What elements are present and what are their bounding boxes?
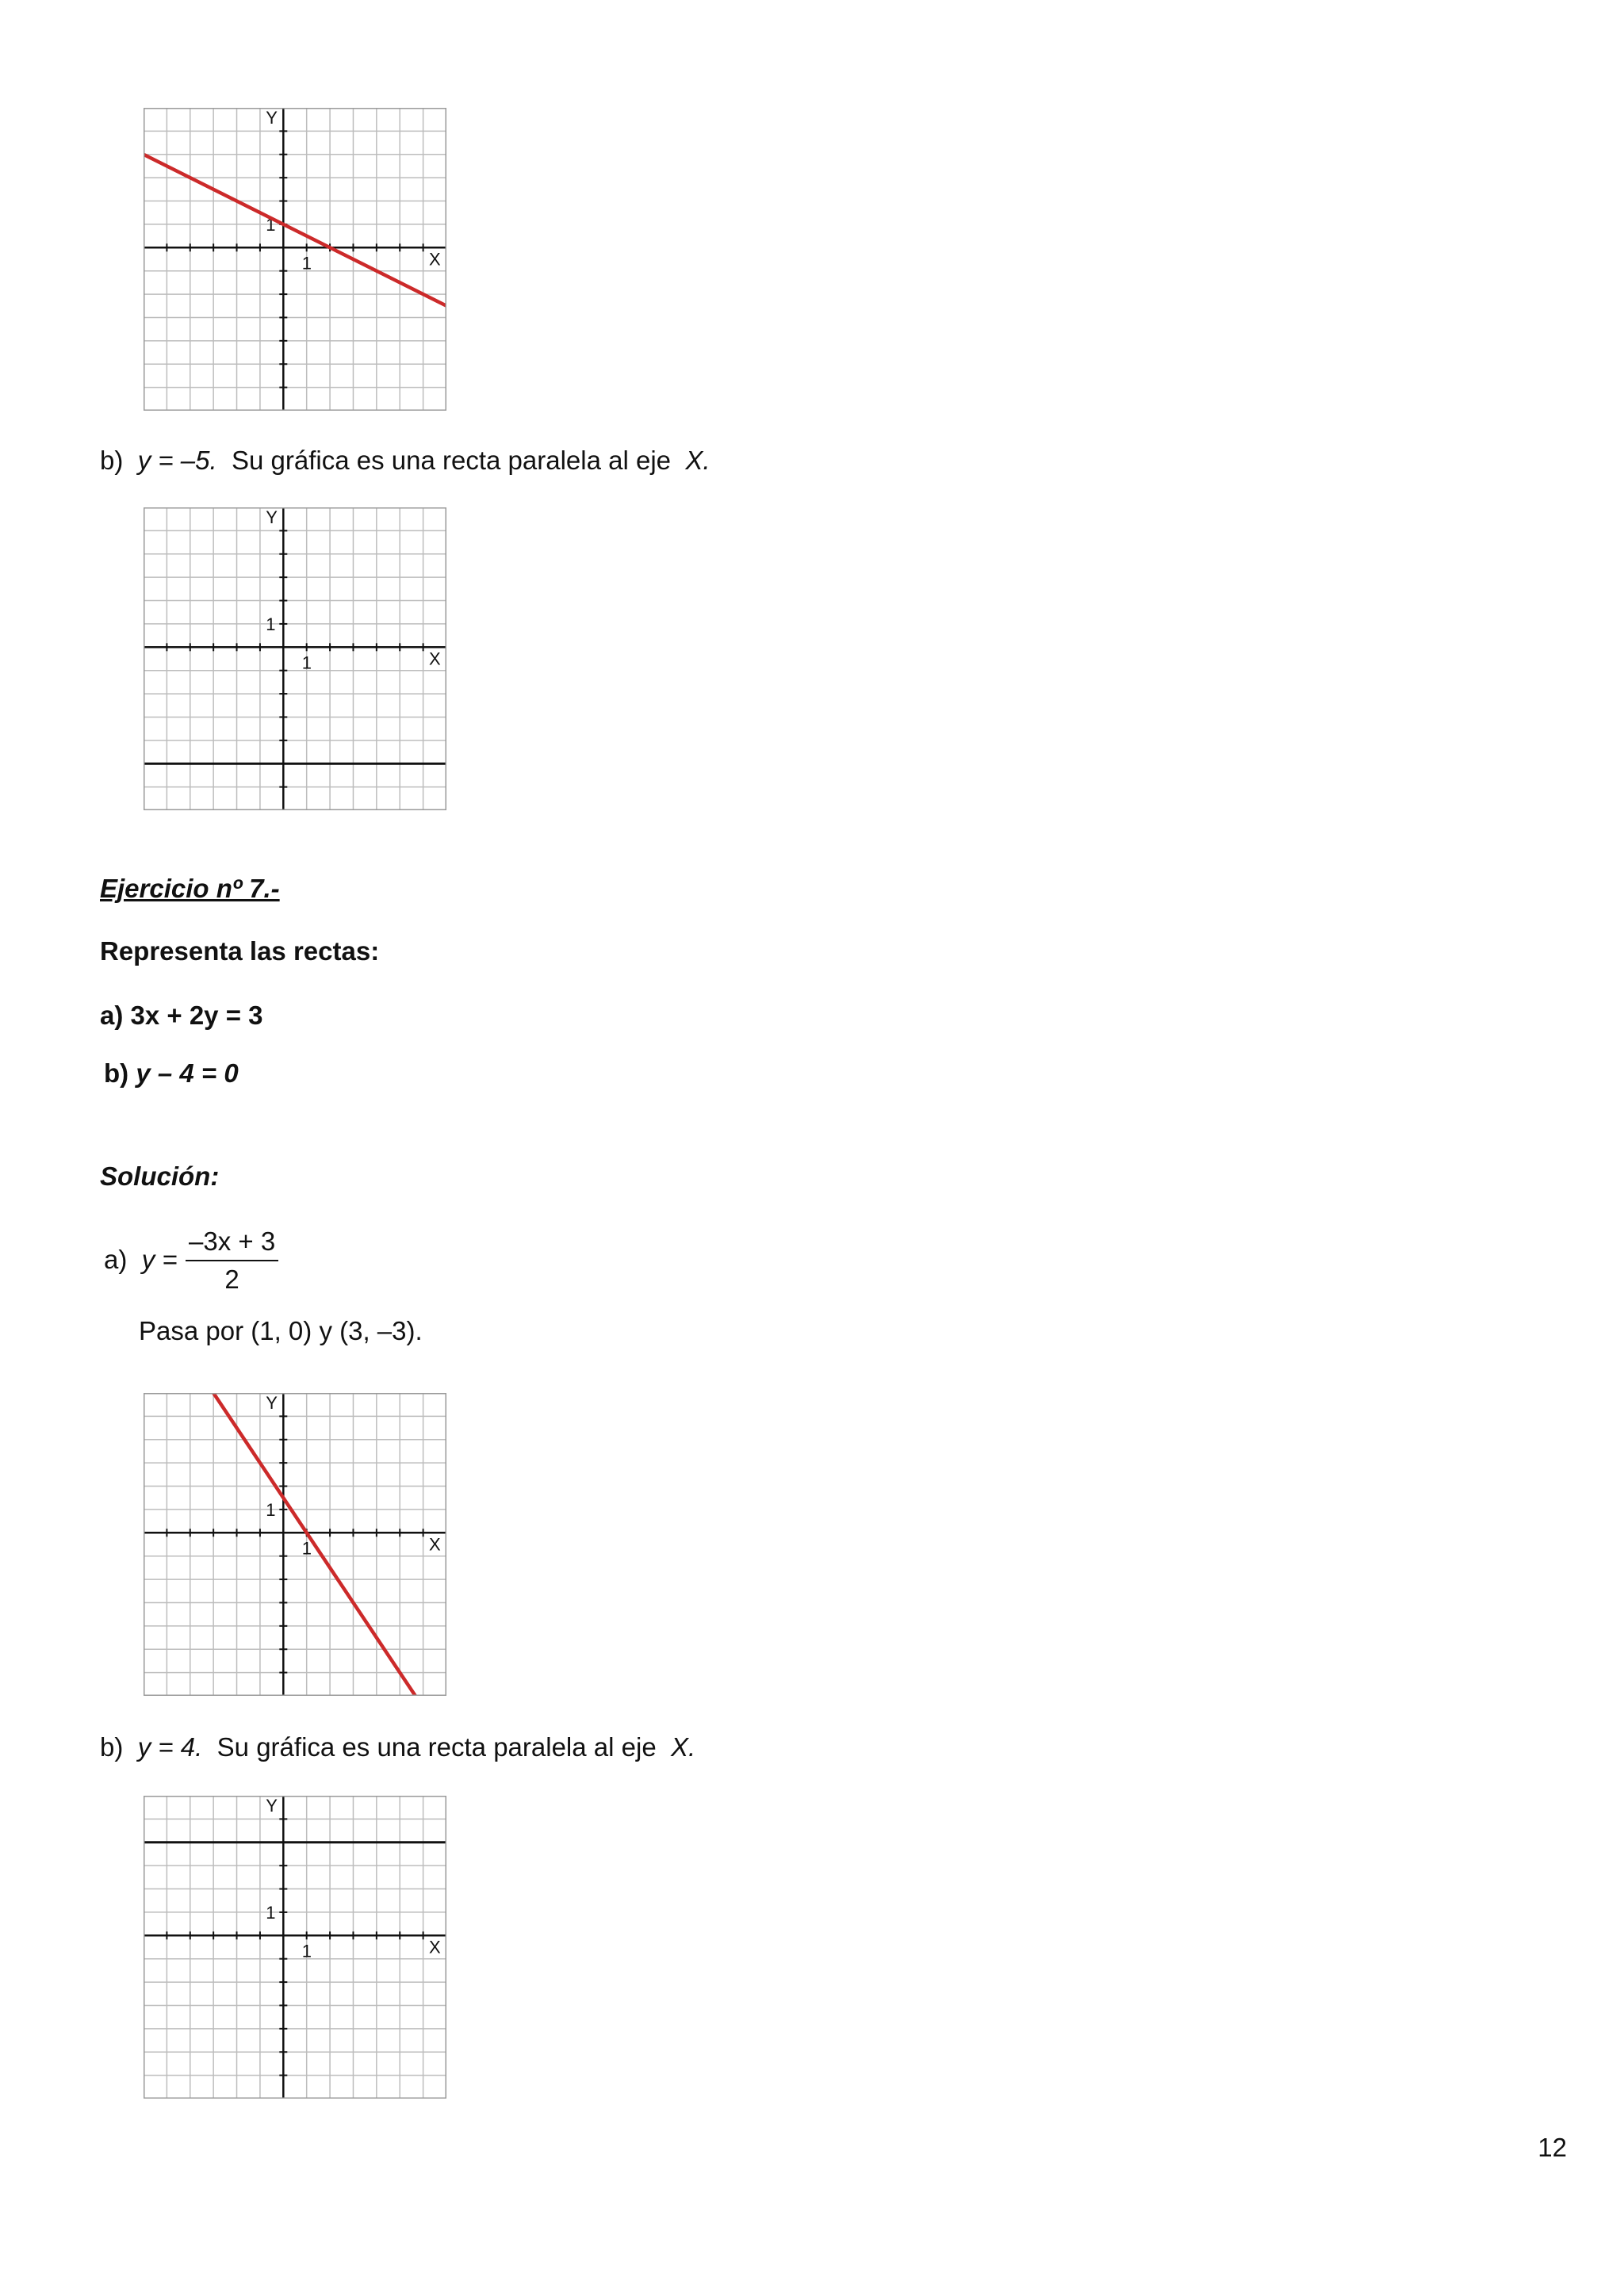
- points-text: Pasa por (1, 0) y (3, –3).: [139, 1316, 423, 1345]
- exercise-item-a: [100, 1001, 263, 1031]
- equation: 3x + 2y = 3: [130, 1001, 263, 1030]
- y-tick-label: 1: [266, 1902, 276, 1923]
- plotted-line: [213, 1393, 416, 1696]
- fraction-numerator: –3x + 3: [186, 1226, 278, 1261]
- exercise-title: Ejercicio nº 7.-: [100, 874, 280, 903]
- description-text: Su gráfica es una recta paralela al eje: [216, 1732, 657, 1762]
- exercise-item-b: [104, 1058, 239, 1089]
- coordinate-grid: [144, 1393, 446, 1696]
- y-axis-label: Y: [266, 1393, 278, 1413]
- solution-b-line: [100, 446, 710, 476]
- coordinate-grid: [144, 108, 446, 411]
- equation: y = –5.: [137, 446, 217, 475]
- item-label: a): [104, 1245, 128, 1274]
- graph-horizontal-line-minus-5: [144, 507, 446, 810]
- coordinate-grid: [144, 507, 446, 810]
- item-label: a): [100, 1001, 124, 1030]
- equation-lhs: y =: [141, 1245, 178, 1274]
- grid-border: [144, 1394, 446, 1696]
- x-axis-label: X: [429, 1937, 441, 1957]
- y-axis-label: Y: [266, 507, 278, 527]
- solution-a-lhs: [104, 1245, 178, 1275]
- x-tick-label: 1: [301, 253, 312, 274]
- y-tick-label: 1: [266, 214, 276, 235]
- x-tick-label: 1: [301, 652, 312, 673]
- y-axis-label: Y: [266, 108, 278, 128]
- page-number: 12: [1538, 2133, 1567, 2162]
- solution-b-line-2: [100, 1732, 695, 1762]
- x-axis-label: X: [429, 249, 441, 270]
- equation: y = 4.: [137, 1732, 203, 1762]
- fraction-denominator: 2: [224, 1265, 239, 1294]
- solution-title: Solución:: [100, 1161, 220, 1191]
- item-label: b): [100, 446, 124, 475]
- description-text: Su gráfica es una recta paralela al eje: [232, 446, 672, 475]
- x-axis-label: X: [429, 649, 441, 669]
- y-tick-label: 1: [266, 1499, 276, 1520]
- axis-reference: X.: [685, 446, 710, 475]
- item-label: b): [104, 1058, 129, 1088]
- equation: y – 4 = 0: [136, 1058, 239, 1088]
- y-axis-label: Y: [266, 1796, 278, 1816]
- x-axis-label: X: [429, 1534, 441, 1555]
- x-tick-label: 1: [301, 1941, 312, 1961]
- graph-line-3x-2y-3: [144, 1393, 446, 1696]
- fraction: [186, 1226, 278, 1295]
- graph-line-a: [144, 108, 446, 411]
- grid-border: [144, 109, 446, 411]
- coordinate-grid: [144, 1796, 446, 2099]
- x-tick-label: 1: [301, 1538, 312, 1559]
- axis-reference: X.: [671, 1732, 696, 1762]
- exercise-prompt: Representa las rectas:: [100, 936, 380, 966]
- y-tick-label: 1: [266, 614, 276, 634]
- graph-horizontal-line-4: [144, 1796, 446, 2099]
- item-label: b): [100, 1732, 124, 1762]
